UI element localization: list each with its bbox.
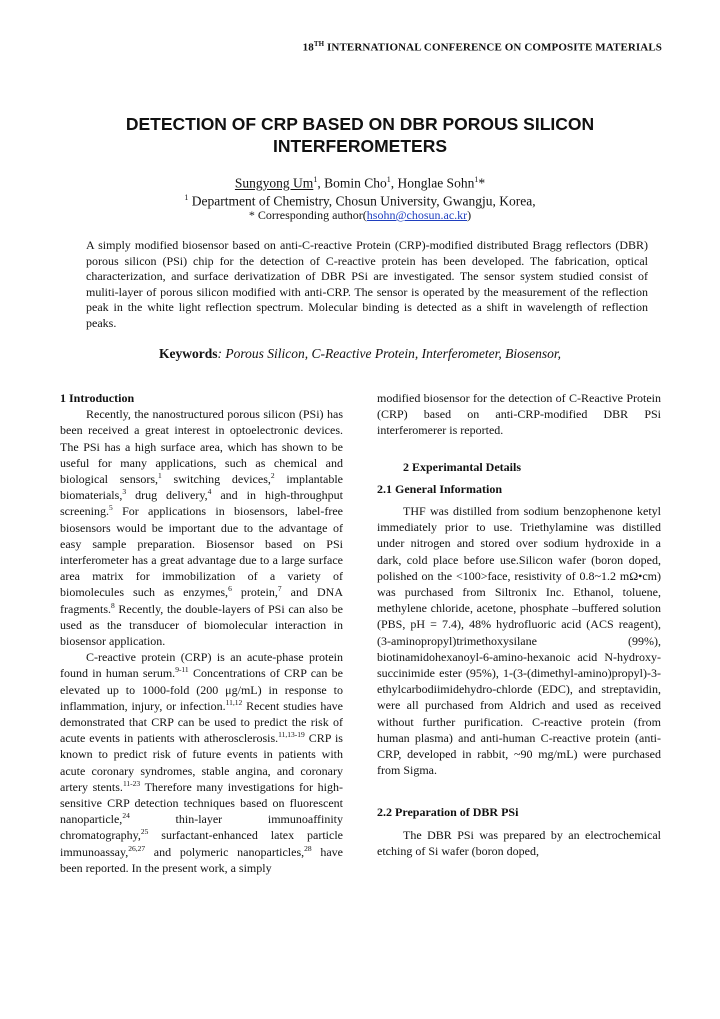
section-2-2-text: The DBR PSi was prepared by an electrochemical etching of Si wafer (boron doped, bbox=[377, 827, 661, 858]
body-text: Recently, the double-layers of PSi can also be used as the transducer of biomolecular interaction in biosensor application. bbox=[60, 601, 343, 649]
citation-ref: 2 bbox=[270, 471, 275, 481]
section-2-1-text: THF was distilled from sodium benzophenone ketyl immediately prior to use. Triethylamine was distilled under nitrogen and stored over sodium hydroxide in a dark, cold place before use.Silicon wafer (boron doped, polished on the <100>face, resistivity of 0.8~1.2 mΩ•cm) was purchased from Siltronix Inc. Ethanol, toluene, methylene chloride, acetone, phosphate –buffered solution (PBS, pH = 7.4), 48% hydrofluoric acid (ACS reagent), (3-aminopropyl)trimethoxysilane (99%), biotinamidohexanoyl-6-amino-hexanoic acid N-hydroxy-succinimide ester (95%), 1-(3-(dimethyl-amino)propyl)-3-ethylcarbodiimidehydro-chlorde (EDC), and streptavidin, were all purchased from Aldrich and used as received without further purification. C-reactive protein (from human plasma) and anti-human C-reactive protein (anti-CRP, developed in rabbit, ~90 mg/mL) were purchased from Sigma. bbox=[377, 504, 661, 778]
citation-ref: 9-11 bbox=[175, 665, 189, 675]
body-text: C-reactive protein (CRP) is an acute-phase protein found in human serum. bbox=[60, 650, 343, 681]
body-text: Therefore many investigations for high-sensitive CRP detection techniques based on fluorescent nanoparticle, bbox=[60, 779, 343, 827]
running-header bbox=[303, 40, 662, 54]
right-column bbox=[377, 390, 661, 859]
body-text: Recently, the nanostructured porous silicon (PSi) has been received a great interest in optoelectronic devices. The PSi has a high surface area, which has shown to be useful for many applications, such as chemical and biological sensors, bbox=[60, 407, 343, 487]
citation-ref: 11-23 bbox=[122, 778, 141, 788]
citation-ref: 25 bbox=[140, 827, 149, 837]
citation-ref: 8 bbox=[110, 600, 115, 610]
citation-ref: 7 bbox=[277, 584, 282, 594]
intro-continuation: modified biosensor for the detection of C-Reactive Protein (CRP) based on anti-CRP-modified DBR PSi interferomerer is reported. bbox=[377, 391, 661, 438]
ordinal-suffix: TH bbox=[313, 40, 325, 48]
citation-ref: 6 bbox=[228, 584, 232, 594]
left-column bbox=[60, 390, 343, 876]
body-text: and polymeric nanoparticles, bbox=[145, 844, 305, 859]
conference-name: INTERNATIONAL CONFERENCE ON COMPOSITE MATERIALS bbox=[324, 41, 662, 54]
citation-ref: 11,12 bbox=[225, 697, 243, 707]
corresponding-star: * bbox=[478, 175, 486, 191]
citation-ref: 4 bbox=[207, 487, 212, 497]
body-text: drug delivery, bbox=[126, 488, 208, 503]
corresp-prefix: * Corresponding author( bbox=[248, 208, 367, 222]
author-3: , Honglae Sohn bbox=[390, 175, 475, 191]
keywords-text: : Porous Silicon, C-Reactive Protein, Interferometer, Biosensor, bbox=[217, 346, 561, 361]
citation-ref: 11,13-19 bbox=[278, 730, 305, 740]
keywords-label: Keywords bbox=[159, 346, 218, 361]
title-line-1: DETECTION OF CRP BASED ON DBR POROUS SILICON bbox=[125, 114, 595, 134]
citation-ref: 3 bbox=[122, 487, 127, 497]
affiliation-text: Department of Chemistry, Chosun University, Gwangju, Korea, bbox=[188, 193, 536, 209]
body-text: and DNA fragments. bbox=[60, 585, 343, 616]
intro-paragraph-1 bbox=[60, 406, 343, 649]
title-line-2: INTERFEROMETERS bbox=[272, 136, 448, 156]
body-text: have been reported. In the present work, a simply bbox=[60, 844, 343, 875]
paper-title bbox=[60, 113, 660, 157]
body-text: thin-layer immunoaffinity chromatography, bbox=[60, 812, 343, 843]
citation-ref: 26,27 bbox=[128, 843, 146, 853]
section-2-2-heading: 2.2 Preparation of DBR PSi bbox=[377, 805, 519, 820]
corresponding-author bbox=[60, 207, 660, 224]
body-text: implantable biomaterials, bbox=[60, 472, 343, 503]
affiliation-marker: 1 bbox=[184, 193, 189, 202]
author-1: Sungyong Um bbox=[234, 175, 314, 191]
author-2: , Bomin Cho bbox=[317, 175, 387, 191]
author-2-affil: 1 bbox=[386, 175, 391, 184]
author-1-affil: 1 bbox=[313, 175, 318, 184]
corresp-suffix: ) bbox=[467, 208, 472, 222]
body-text: Concentrations of CRP can be elevated up to 1000-fold (200 μg/mL) in response to inflammation, injury, or infection. bbox=[60, 666, 343, 713]
body-text: switching devices, bbox=[161, 472, 271, 487]
section-2-heading: 2 Experimantal Details bbox=[403, 459, 521, 474]
section-2-1-heading: 2.1 General Information bbox=[377, 481, 502, 496]
body-text: protein, bbox=[231, 585, 278, 600]
author-3-affil: 1 bbox=[474, 175, 479, 184]
email-link[interactable]: hsohn@chosun.ac.kr bbox=[366, 208, 468, 222]
keywords bbox=[60, 346, 660, 362]
intro-heading: 1 Introduction bbox=[60, 391, 135, 405]
body-text: For applications in biosensors, label-free biosensors would be important due to the advantage of easy sample preparation. Biosensor based on PSi interferometer has a great advantage due to a large surface area matrix for immobilization of a variety of biomolecules such as enzymes, bbox=[60, 504, 343, 600]
intro-paragraph-2 bbox=[60, 649, 343, 876]
citation-ref: 28 bbox=[304, 843, 312, 853]
citation-ref: 5 bbox=[108, 503, 113, 513]
abstract: A simply modified biosensor based on anti-C-reactive Protein (CRP)-modified distributed Bragg reflectors (DBR) porous silicon (PSi) chip for the detection of C-reactive protein has been developed. The fabrication, optical characterization, and surface derivatization of DBR PSi are investigated. The sensor system studied consist of muliti-layer of porous silicon modified with anti-CRP. The sensor is operated by the measurement of the reflection peak in the white light reflection spectrum. Molecular binding is detected as a shift in wavelength of reflection peaks. bbox=[86, 238, 648, 330]
conference-number: 18 bbox=[302, 41, 314, 54]
citation-ref: 1 bbox=[158, 471, 162, 481]
body-text: and in high-throughput screening. bbox=[60, 488, 343, 519]
body-text: Recent studies have demonstrated that CRP can be used to predict the risk of acute events in patients with atherosclerosis. bbox=[60, 698, 343, 746]
body-text: surfactant-enhanced latex particle immunoassay, bbox=[60, 828, 343, 859]
body-text: CRP is known to predict risk of future events in patients with acute coronary syndromes, stable angina, and coronary artery stents. bbox=[60, 731, 343, 794]
citation-ref: 24 bbox=[122, 811, 130, 821]
